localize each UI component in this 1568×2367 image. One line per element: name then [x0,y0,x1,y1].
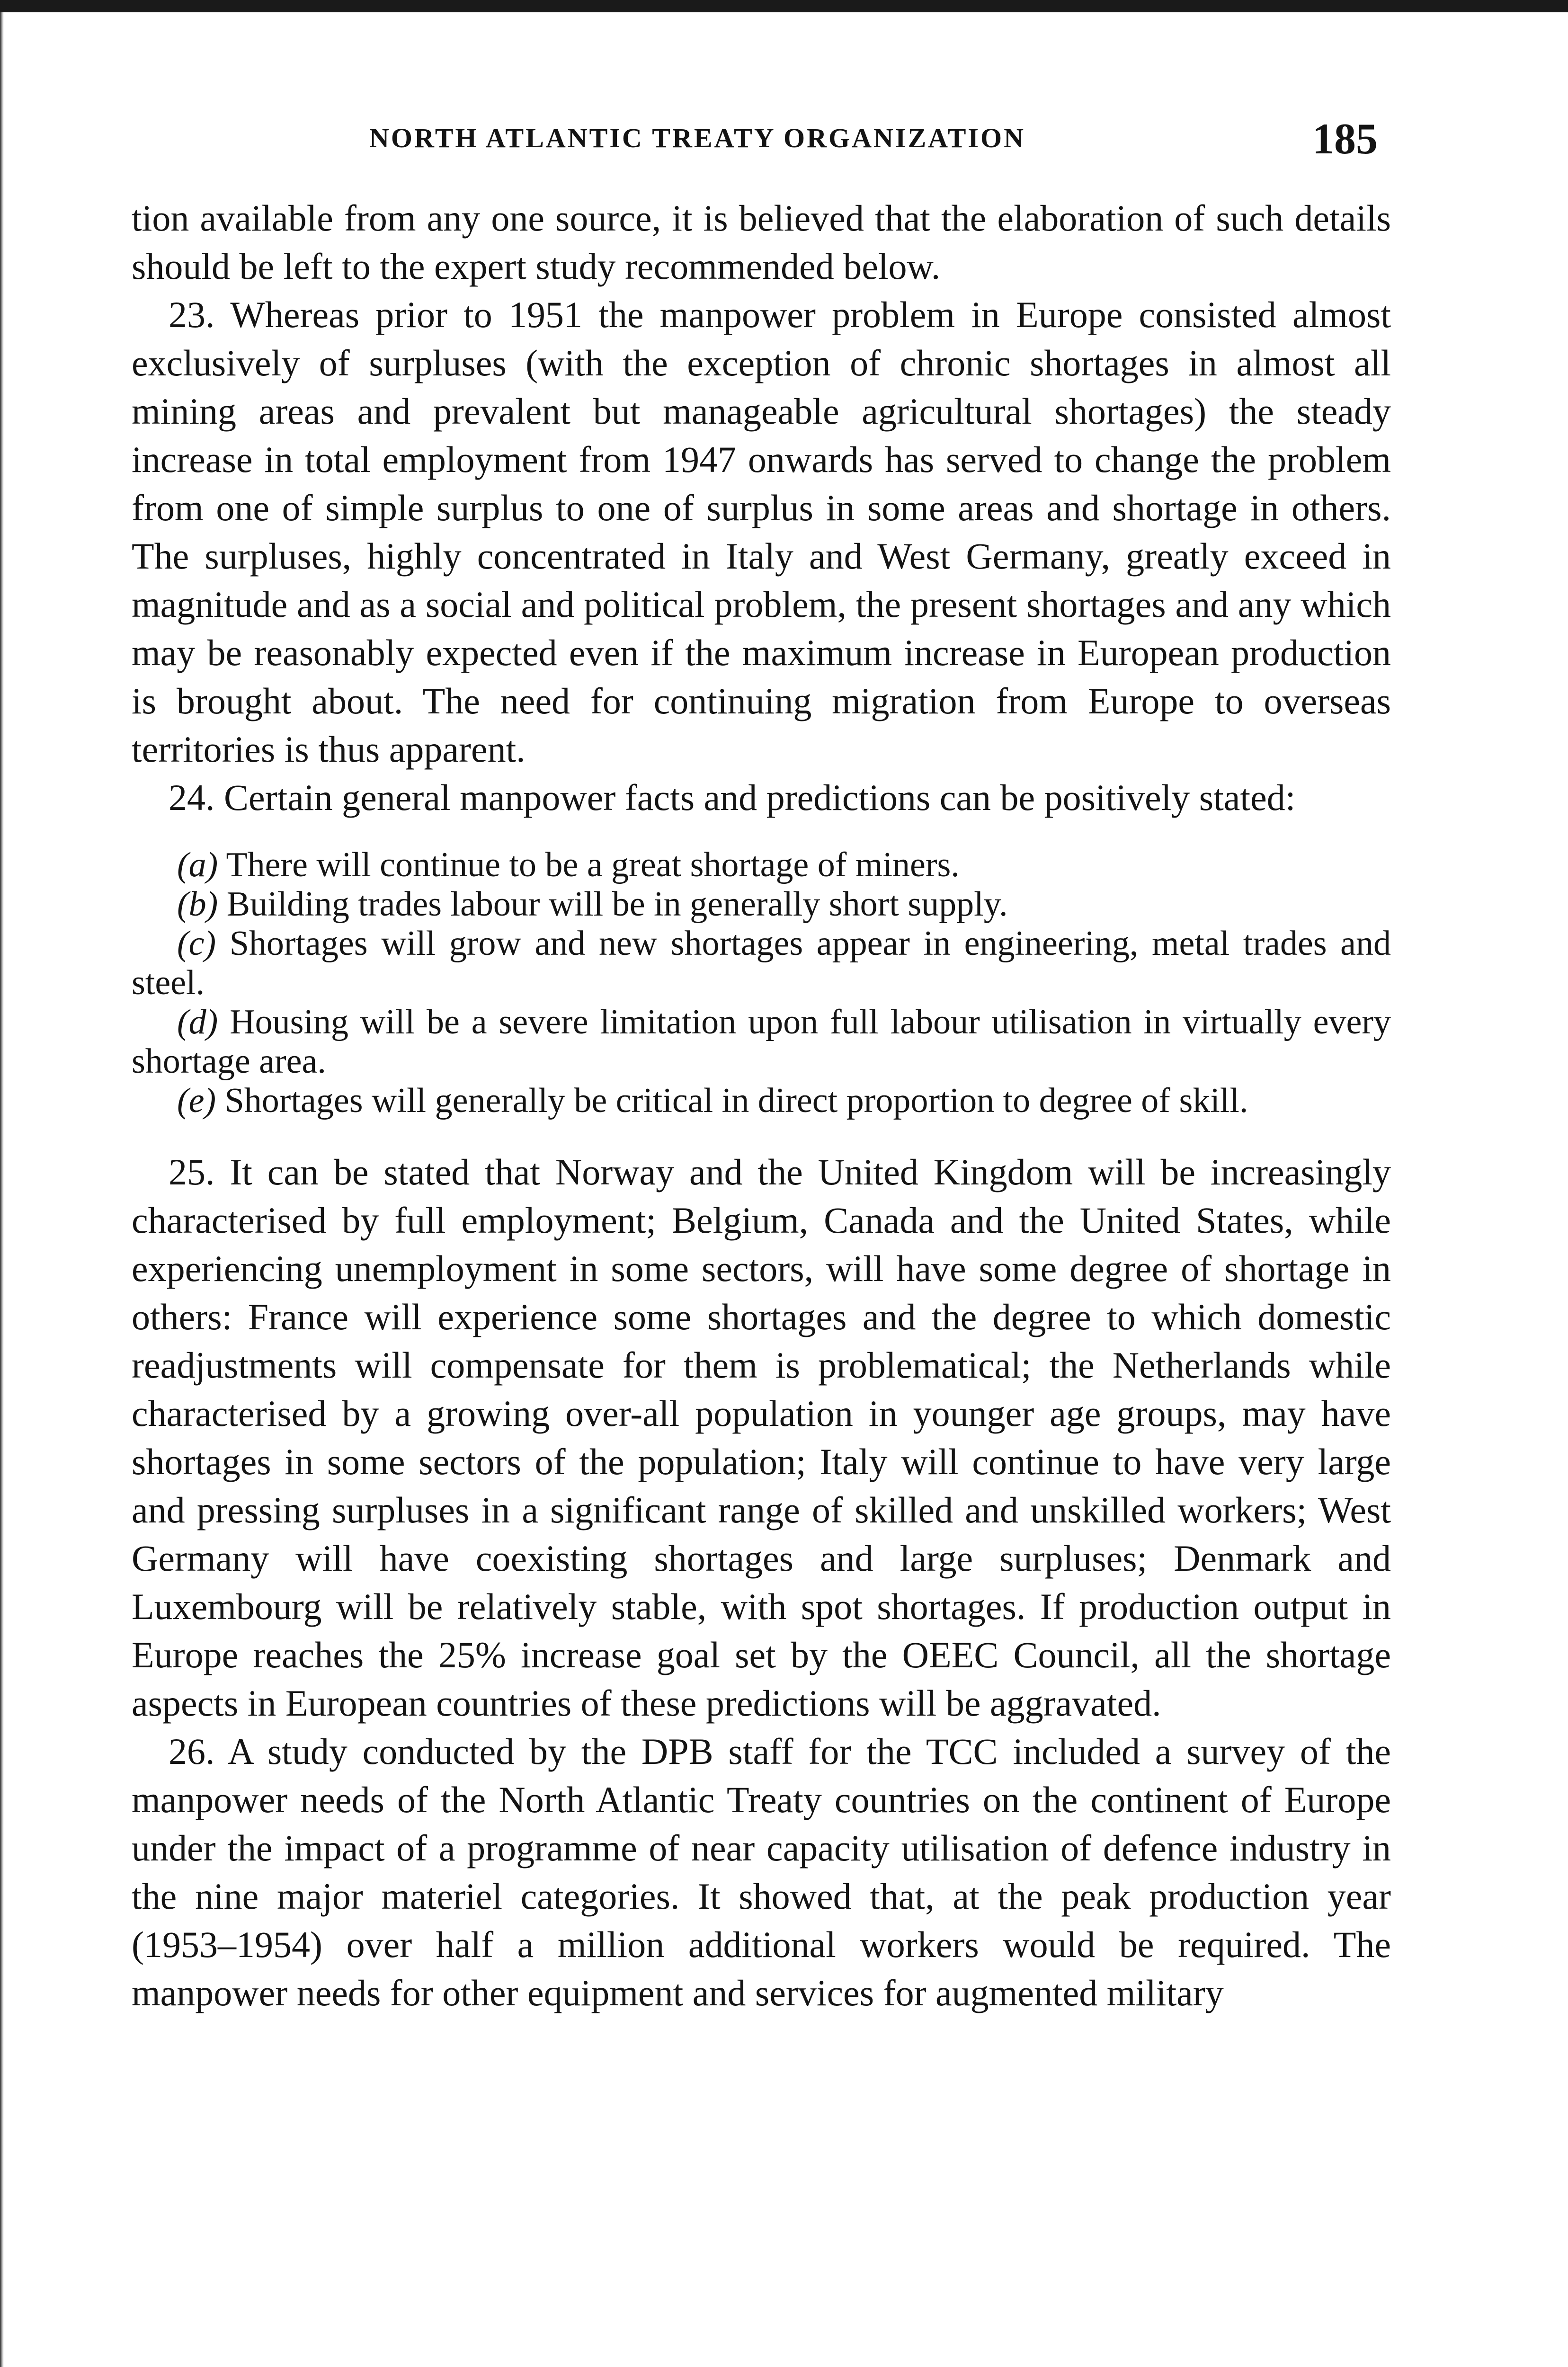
list-item-text: Building trades labour will be in generally short supply. [226,885,1008,924]
running-title: NORTH ATLANTIC TREATY ORGANIZATION [369,123,1026,153]
paragraph-continuation: tion available from any one source, it is believed that the elaboration of such details should be left to the expert study recommended below. [132,197,1391,287]
scan-left-edge [0,12,4,2367]
list-marker: (e) [177,1081,216,1120]
list-item [132,924,1391,1003]
paragraph-24: 24. Certain general manpower facts and predictions can be positively stated: [169,777,1296,818]
list-item-text: There will continue to be a great shortage of miners. [226,845,960,884]
list-item-text: Housing will be a severe limitation upon full labour utilisation in virtually every shortage area. [132,1003,1391,1081]
predictions-list [132,845,1391,1121]
list-item [132,845,1391,885]
paragraph-26: 26. A study conducted by the DPB staff for the TCC included a survey of the manpower needs of the North Atlantic Treaty countries on the continent of Europe under the impact of a programme of near capacity utilisation of defence industry in the nine major materiel categories. It showed that, at the peak production year (1953–1954) over half a million additional workers would be required. The manpower needs for other equipment and services for augmented military [132,1731,1391,2013]
list-marker: (b) [177,885,218,924]
list-item [132,885,1391,924]
page-number: 185 [1312,115,1378,163]
list-marker: (c) [177,924,216,963]
paragraph-23: 23. Whereas prior to 1951 the manpower problem in Europe consisted almost exclusively of surpluses (with the exception of chronic shortages in almost all mining areas and prevalent but manageable agricultural shortages) the steady increase in total employment from 1947 onwards has served to change the problem from one of simple surplus to one of surplus in some areas and shortage in others. The surpluses, highly concentrated in Italy and West Germany, greatly exceed in magnitude and as a social and political problem, the present shortages and any which may be reasonably expected even if the maximum increase in European production is brought about. The need for continuing migration from Europe to overseas territories is thus apparent. [132,294,1391,770]
scan-top-border [0,0,1568,12]
list-marker: (d) [177,1003,218,1041]
page-header [133,114,1382,166]
page-body [132,194,1391,2017]
paragraph-25: 25. It can be stated that Norway and the United Kingdom will be increasingly characterised by full employment; Belgium, Canada and the United States, while experiencing unemployment in some sectors, will have some degree of shortage in others: France will experience some shortages and the degree to which domestic readjustments will compensate for them is problematical; the Netherlands while characterised by a growing over-all population in younger age groups, may have shortages in some sectors of the population; Italy will continue to have very large and pressing surpluses in a significant range of skilled and unskilled workers; West Germany will have coexisting shortages and large surpluses; Denmark and Luxembourg will be relatively stable, with spot shortages. If production output in Europe reaches the 25% increase goal set by the OEEC Council, all the shortage aspects in European countries of these predictions will be aggravated. [132,1151,1391,1724]
list-item [132,1003,1391,1081]
list-item-text: Shortages will grow and new shortages appear in engineering, metal trades and steel. [132,924,1391,1002]
list-item-text: Shortages will generally be critical in direct proportion to degree of skill. [224,1081,1248,1120]
list-marker: (a) [177,845,218,884]
list-item [132,1081,1391,1121]
